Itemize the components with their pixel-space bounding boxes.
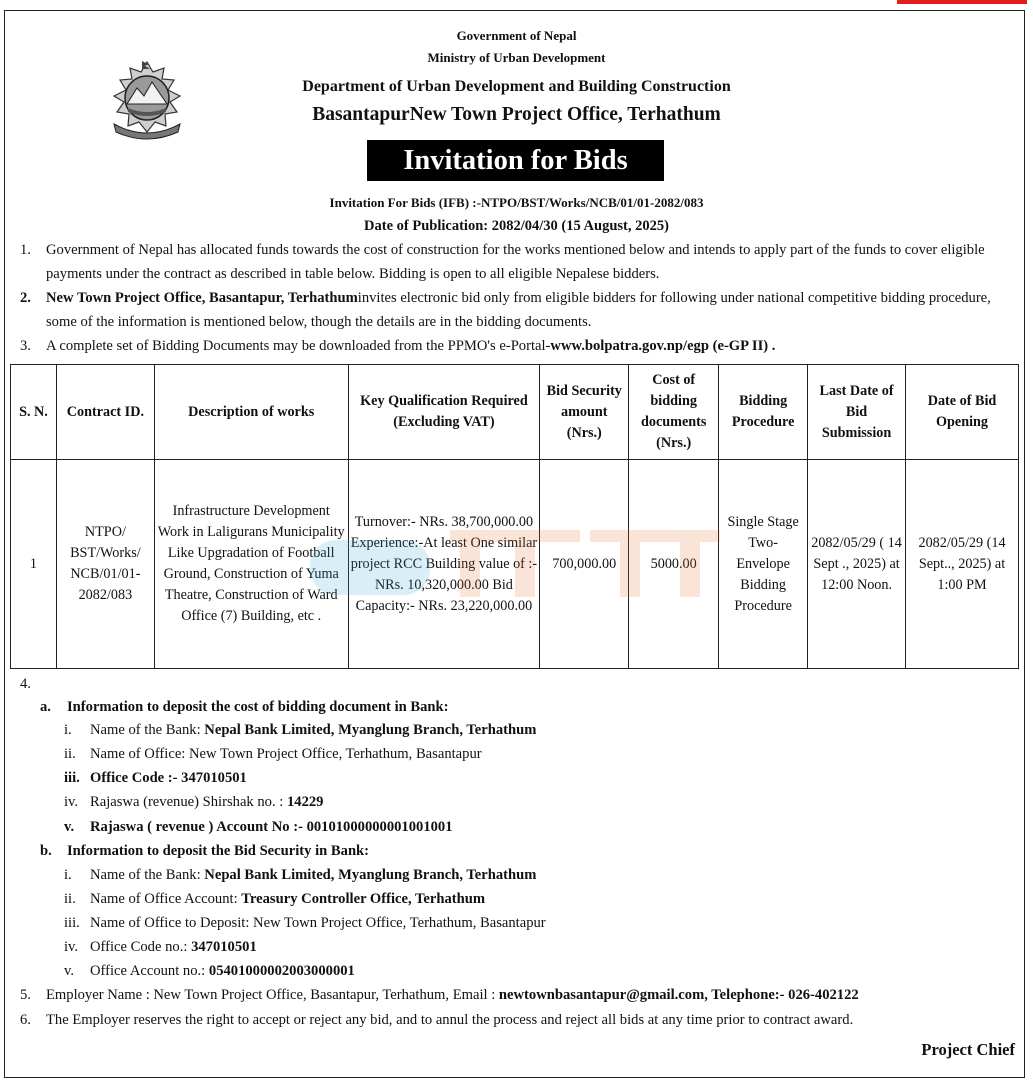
list-item: Rajaswa ( revenue ) Account No :- 00101000000001001001 xyxy=(90,819,453,835)
list-marker: iv. xyxy=(64,794,79,810)
list-marker: v. xyxy=(64,963,74,979)
column-header: Cost of bidding documents (Nrs.) xyxy=(629,365,719,460)
cell-contract-id: NTPO/ BST/Works/ NCB/01/01- 2082/083 xyxy=(56,460,154,669)
column-header: Contract ID. xyxy=(56,365,154,460)
list-marker: ii. xyxy=(64,891,76,907)
section-4-number: 4. xyxy=(20,676,31,692)
government-heading: Government of Nepal xyxy=(456,28,577,43)
list-item: Name of the Bank: Nepal Bank Limited, Myanglung Branch, Terhathum xyxy=(90,722,537,738)
section-a-title: Information to deposit the cost of bidding document in Bank: xyxy=(67,699,449,715)
list-marker: i. xyxy=(64,867,72,883)
list-marker: ii. xyxy=(64,746,76,762)
cell-bid-security: 700,000.00 xyxy=(540,460,629,669)
paragraph-number: 2. xyxy=(20,290,31,306)
column-header: S. N. xyxy=(11,365,57,460)
list-marker: iv. xyxy=(64,939,79,955)
top-accent-bar xyxy=(897,0,1027,4)
paragraph-text: invites electronic bid only from eligible bidders for following under national competitive bidding procedure, some of the information is mentioned below, though the details are in the bidding documents. xyxy=(46,290,991,330)
list-marker: v. xyxy=(64,819,75,835)
paragraph-number: 1. xyxy=(20,242,31,258)
column-header: Last Date of Bid Submission xyxy=(808,365,906,460)
paragraph-text: Government of Nepal has allocated funds towards the cost of construction for the works mentioned below and intends to apply part of the funds to cover eligible payments under the contract as described in table below. Bidding is open to all eligible Nepalese bidders. xyxy=(46,242,985,282)
signature-project-chief: Project Chief xyxy=(921,1040,1015,1059)
ifb-number: Invitation For Bids (IFB) :-NTPO/BST/Works/NCB/01/01-2082/083 xyxy=(329,195,704,210)
column-header: Date of Bid Opening xyxy=(906,365,1019,460)
department-heading: Department of Urban Development and Building Construction xyxy=(302,78,731,95)
column-header: Bid Security amount (Nrs.) xyxy=(540,365,629,460)
column-header: Description of works xyxy=(154,365,348,460)
column-header: Bidding Procedure xyxy=(719,365,808,460)
notice-title: Invitation for Bids xyxy=(367,140,664,181)
cell-description: Infrastructure Development Work in Laligurans Municipality Like Upgradation of Football Ground, Construction of Yuma Theatre, Construction of Ward Office (7) Building, etc . xyxy=(154,460,348,669)
column-header: Key Qualification Required (Excluding VAT) xyxy=(348,365,540,460)
cell-opening-date: 2082/05/29 (14 Sept.., 2025) at 1:00 PM xyxy=(906,460,1019,669)
paragraph-3 xyxy=(20,334,1020,358)
list-item: Rajaswa (revenue) Shirshak no. : 14229 xyxy=(90,794,324,810)
paragraph-number: 3. xyxy=(20,338,31,354)
list-item: Office Account no.: 05401000002003000001 xyxy=(90,963,355,979)
list-marker: i. xyxy=(64,722,72,738)
contact-details: newtownbasantapur@gmail.com, Telephone:- 026-402122 xyxy=(498,987,859,1003)
list-item: Name of Office: New Town Project Office, Terhathum, Basantapur xyxy=(90,746,482,762)
list-marker: iii. xyxy=(64,770,80,786)
cell-doc-cost: 5000.00 xyxy=(629,460,719,669)
cell-qualification: Turnover:- NRs. 38,700,000.00 Experience:-At least One similar project RCC Building value of :- NRs. 10,320,000.00 Bid Capacity:- NRs. 23,220,000.00 xyxy=(348,460,540,669)
nepal-emblem-icon xyxy=(102,60,192,142)
list-item: Office Code :- 347010501 xyxy=(90,770,247,786)
paragraph-5: Employer Name : New Town Project Office, Basantapur, Terhathum, Email : newtownbasantapur@gmail.com, Telephone:- 026-402122 xyxy=(46,987,859,1003)
portal-link[interactable]: www.bolpatra.gov.np/egp (e-GP II) . xyxy=(550,338,776,354)
paragraph-2 xyxy=(20,286,1020,334)
list-marker: b. xyxy=(40,843,52,859)
section-b-title: Information to deposit the Bid Security in Bank: xyxy=(67,843,370,859)
cell-procedure: Single Stage Two- Envelope Bidding Procedure xyxy=(719,460,808,669)
list-marker: iii. xyxy=(64,915,80,931)
publication-date: Date of Publication: 2082/04/30 (15 August, 2025) xyxy=(364,218,669,234)
cell-sn: 1 xyxy=(11,460,57,669)
ministry-heading: Ministry of Urban Development xyxy=(427,50,606,65)
bids-table xyxy=(10,364,1019,669)
cell-last-date: 2082/05/29 ( 14 Sept ., 2025) at 12:00 Noon. xyxy=(808,460,906,669)
table-row xyxy=(11,460,1019,669)
paragraph-1 xyxy=(20,238,1020,286)
paragraph-text: A complete set of Bidding Documents may be downloaded from the PPMO's e-Portal- xyxy=(46,338,551,354)
paragraph-number: 5. xyxy=(20,987,31,1003)
office-heading: BasantapurNew Town Project Office, Terhathum xyxy=(312,104,721,125)
office-name: New Town Project Office, Basantapur, Terhathum xyxy=(46,290,358,306)
list-item: Name of Office Account: Treasury Controller Office, Terhathum xyxy=(90,891,486,907)
paragraph-6: The Employer reserves the right to accept or reject any bid, and to annul the process and reject all bids at any time prior to contract award. xyxy=(46,1012,854,1028)
paragraph-number: 6. xyxy=(20,1012,31,1028)
table-header-row xyxy=(11,365,1019,460)
list-item: Name of Office to Deposit: New Town Project Office, Terhathum, Basantapur xyxy=(90,915,546,931)
list-item: Name of the Bank: Nepal Bank Limited, Myanglung Branch, Terhathum xyxy=(90,867,537,883)
list-marker: a. xyxy=(40,699,51,715)
list-item: Office Code no.: 347010501 xyxy=(90,939,257,955)
